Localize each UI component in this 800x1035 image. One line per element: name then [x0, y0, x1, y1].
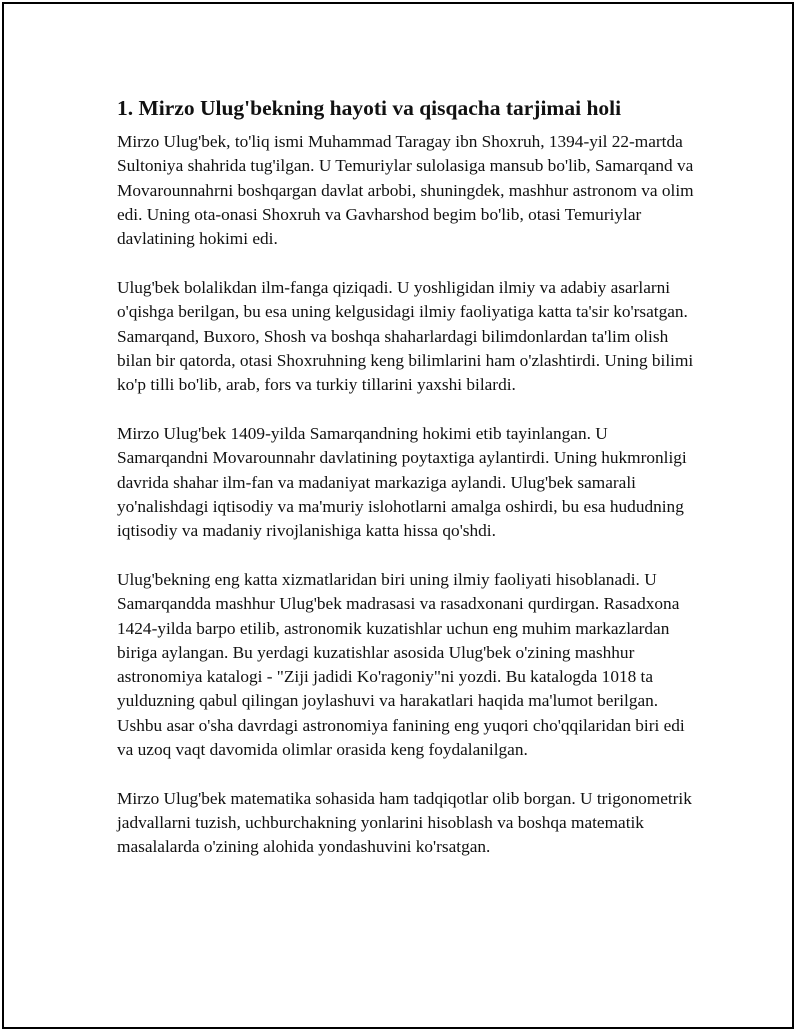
paragraph-mathematics: Mirzo Ulug'bek matematika sohasida ham tadqiqotlar olib borgan. U trigonometrik jadvallarni tuzish, uchburchakning yonlarini hisoblash va boshqa matematik masalalarda o'zining alohida yondashuvini ko'rsatgan. [117, 788, 692, 857]
document-body [117, 94, 697, 884]
paragraph-astronomy: Ulug'bekning eng katta xizmatlaridan biri uning ilmiy faoliyati hisoblanadi. U Samarqandda mashhur Ulug'bek madrasasi va rasadxonani qurdirgan. Rasadxona 1424-yilda barpo etilib, astronomik kuzatishlar uchun eng muhim markazlardan biriga aylangan. Bu yerdagi kuzatishlar asosida Ulug'bek o'zining mashhur astronomiya katalogi - "Ziji jadidi Ko'ragoniy"ni yozdi. Bu katalogda 1018 ta yulduzning qabul qilingan joylashuvi va harakatlari haqida ma'lumot berilgan. Ushbu asar o'sha davrdagi astronomiya fanining eng yuqori cho'qqilaridan biri edi va uzoq vaqt davomida olimlar orasida keng foydalanilgan. [117, 569, 685, 760]
paragraph-governance: Mirzo Ulug'bek 1409-yilda Samarqandning hokimi etib tayinlangan. U Samarqandni Movarounnahr davlatining poytaxtiga aylantirdi. Uning hukmronligi davrida shahar ilm-fan va madaniyat markaziga aylandi. Ulug'bek samarali yo'nalishdagi iqtisodiy va ma'muriy islohotlarni amalga oshirdi, bu esa hududning iqtisodiy va madaniy rivojlanishiga katta hissa qo'shdi. [117, 423, 687, 541]
page-title: 1. Mirzo Ulug'bekning hayoti va qisqacha tarjimai holi [117, 96, 622, 120]
paragraph-education: Ulug'bek bolalikdan ilm-fanga qiziqadi. U yoshligidan ilmiy va adabiy asarlarni o'qishga berilgan, bu esa uning kelgusidagi ilmiy faoliyatiga katta ta'sir ko'rsatgan. Samarqand, Buxoro, Shosh va boshqa shaharlardagi bilimdonlardan ta'lim olish bilan bir qatorda, otasi Shoxruhning keng bilimlarini ham o'zlashtirdi. Uning bilimi ko'p tilli bo'lib, arab, fors va turkiy tillarini yaxshi bilardi. [117, 277, 694, 395]
paragraph-biography-intro: Mirzo Ulug'bek, to'liq ismi Muhammad Taragay ibn Shoxruh, 1394-yil 22-martda Sultoniya shahrida tug'ilgan. U Temuriylar sulolasiga mansub bo'lib, Samarqand va Movarounnahrni boshqargan davlat arbobi, shuningdek, mashhur astronom va olim edi. Uning ota-onasi Shoxruh va Gavharshod begim bo'lib, otasi Temuriylar davlatining hokimi edi. [117, 132, 694, 249]
